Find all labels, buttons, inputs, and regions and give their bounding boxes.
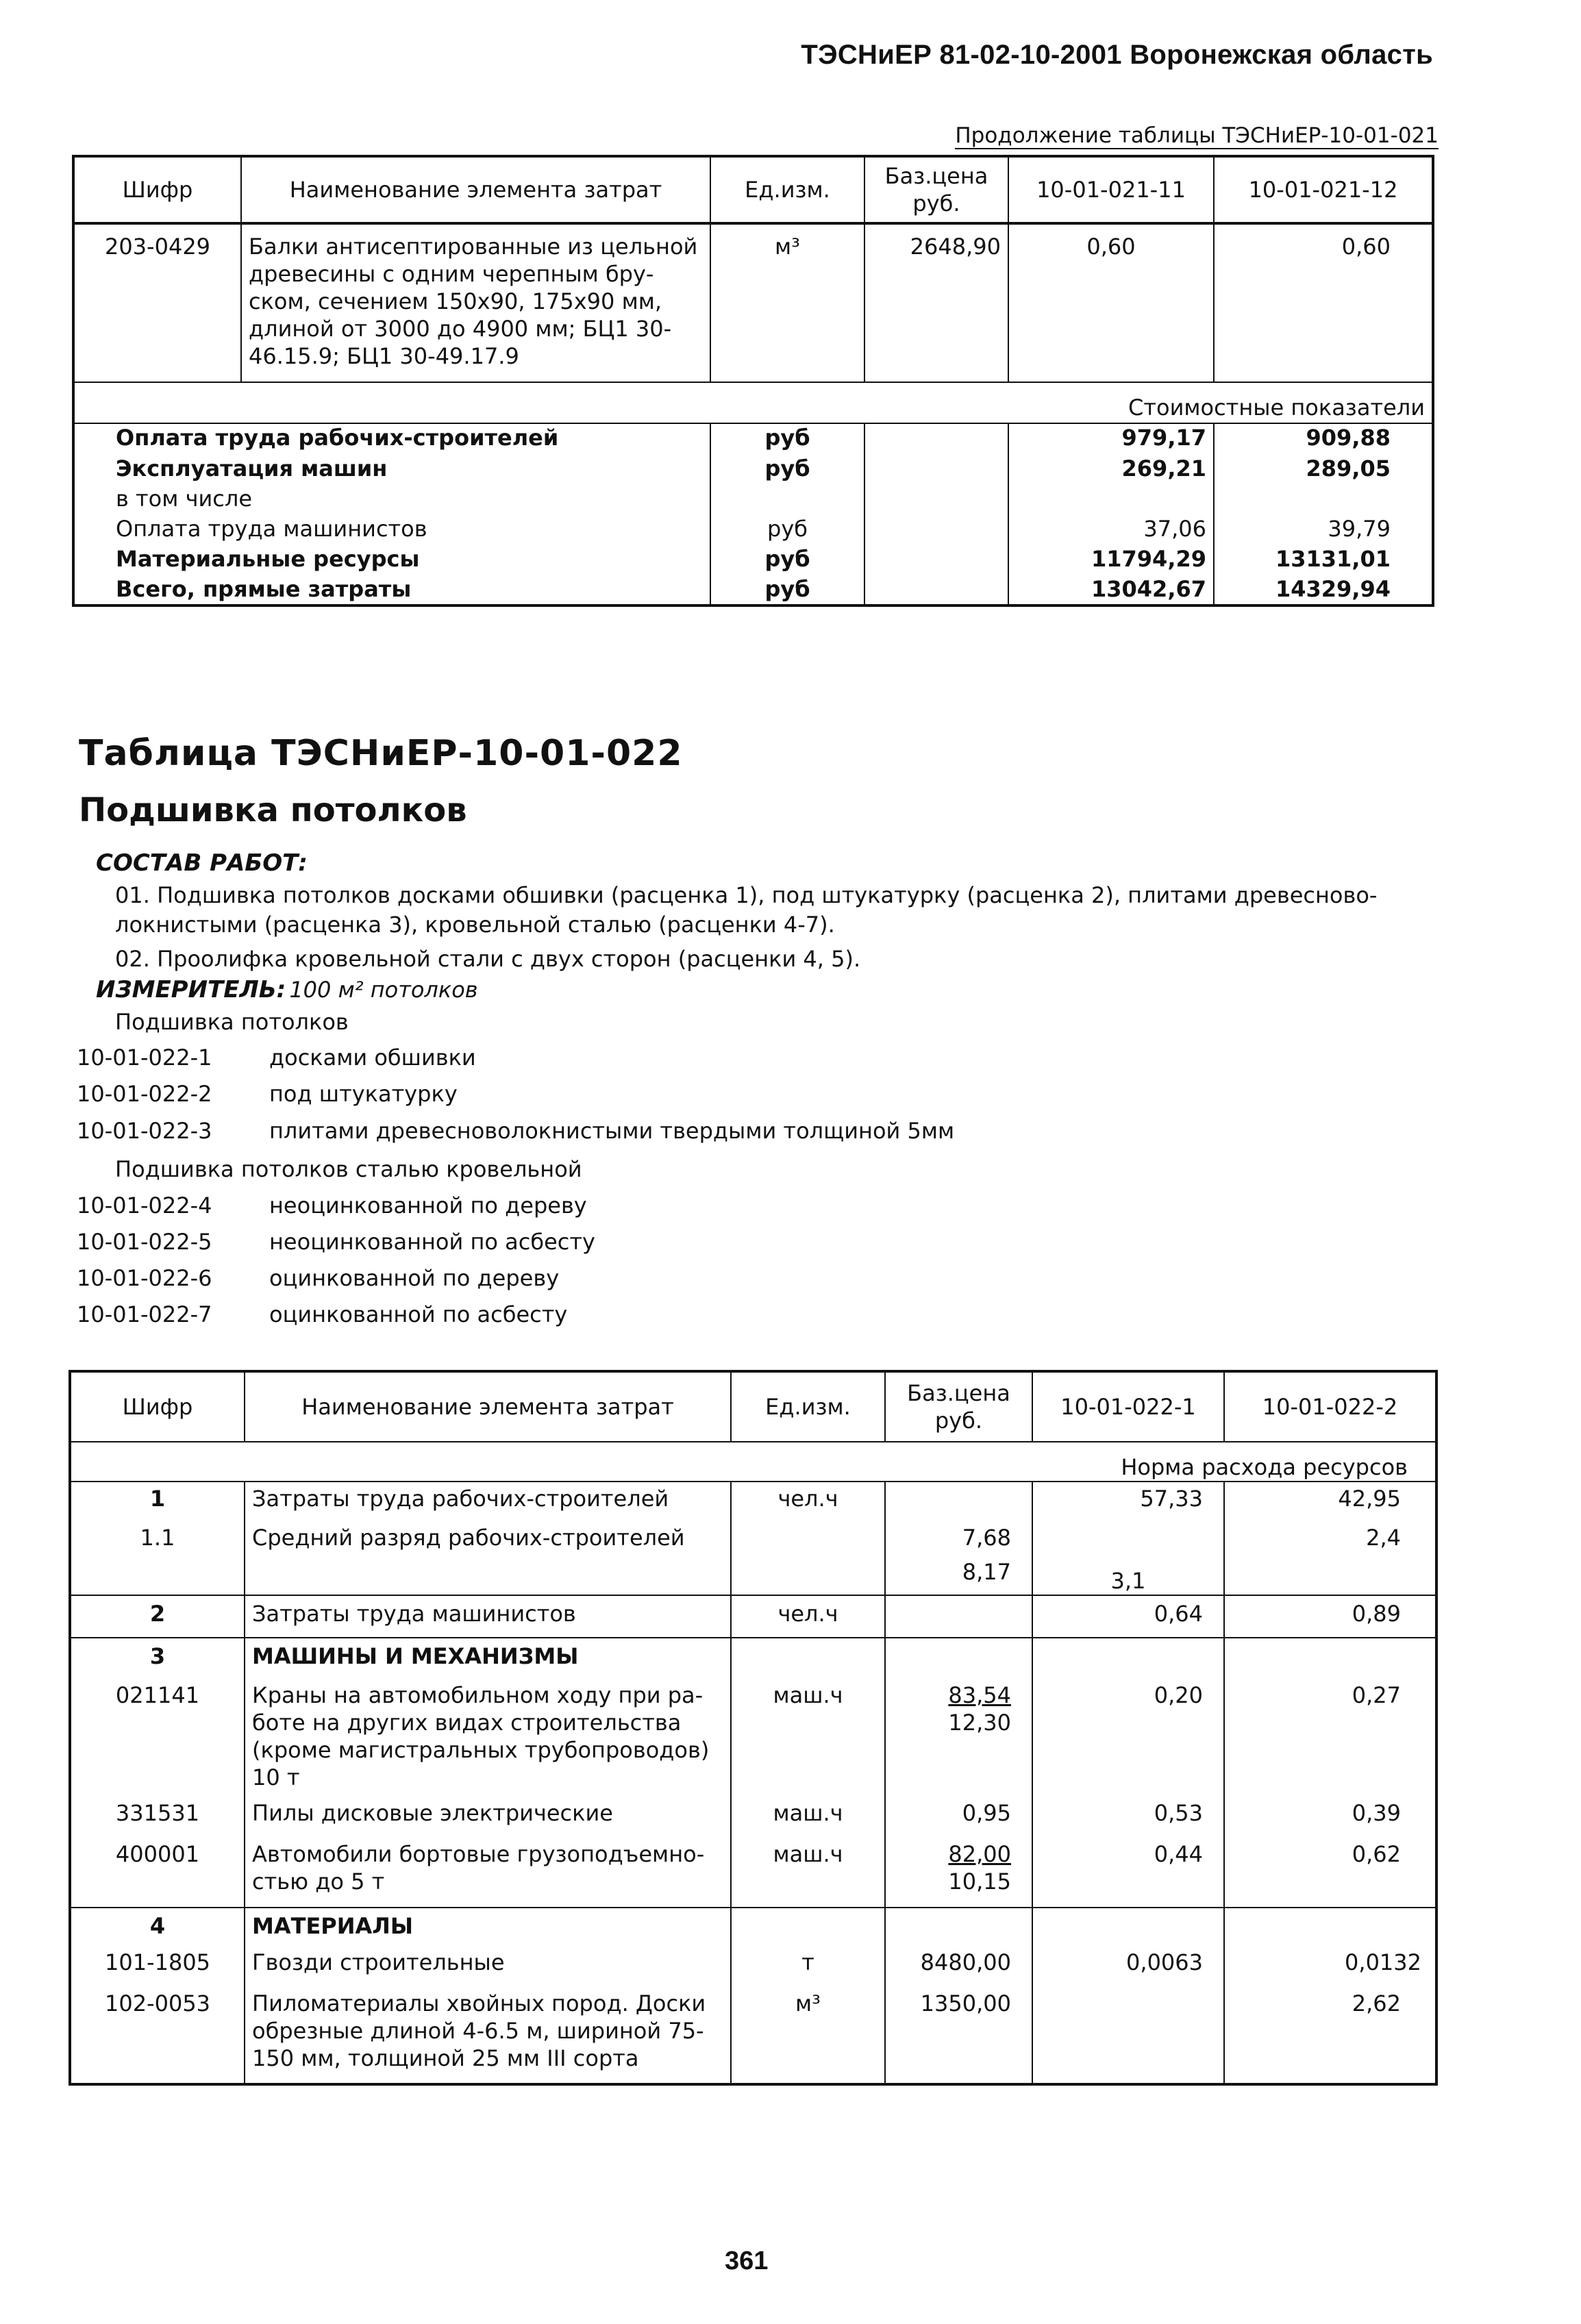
page-number: 361 bbox=[725, 2247, 769, 2275]
table-row bbox=[70, 1482, 1436, 1521]
col-header-name: Наименование элемента затрат bbox=[241, 156, 710, 223]
cell-price: 8480,00 bbox=[885, 1949, 1032, 1990]
col-header-name: Наименование элемента затрат bbox=[245, 1371, 731, 1442]
cell-unit: т bbox=[731, 1949, 885, 1990]
cell-code: 101-1805 bbox=[70, 1949, 245, 1990]
col-header-rate-2: 10-01-022-2 bbox=[1224, 1371, 1436, 1442]
cell-name: Краны на автомобильном ходу при ра-боте на других видах строительства (кроме магистральных трубопроводов) 10 т bbox=[245, 1679, 731, 1799]
cell-value-1: 0,64 bbox=[1032, 1595, 1224, 1638]
cell-price bbox=[885, 1638, 1032, 1679]
cell-value-2 bbox=[1224, 1638, 1436, 1679]
table-row bbox=[73, 485, 1433, 515]
cell-price bbox=[885, 1482, 1032, 1521]
cell-unit: маш.ч bbox=[731, 1799, 885, 1840]
col-header-code: Шифр bbox=[70, 1371, 245, 1442]
cell-value-2: 909,88 bbox=[1214, 423, 1433, 455]
table-row bbox=[73, 575, 1433, 605]
cell-value-2: 2,4 bbox=[1224, 1521, 1436, 1595]
cell-code: 4 bbox=[70, 1908, 245, 1949]
cell-value-1 bbox=[1032, 1638, 1224, 1679]
cell-unit: руб bbox=[710, 455, 864, 485]
cell-value-1: 0,60 bbox=[1008, 223, 1214, 382]
cell-name: Пиломатериалы хвойных пород. Доски обрезные длиной 4-6.5 м, шириной 75-150 мм, толщиной 25 мм III сорта bbox=[245, 1990, 731, 2084]
group-heading: Подшивка потолков bbox=[115, 1009, 349, 1035]
document-header: ТЭСНиЕР 81-02-10-2001 Воронежская область bbox=[801, 40, 1433, 70]
table-continuation-caption bbox=[955, 123, 1439, 148]
cell-code: 400001 bbox=[70, 1840, 245, 1908]
item-code: 10-01-022-6 bbox=[77, 1265, 212, 1291]
cell-value-2: 13131,01 bbox=[1214, 545, 1433, 575]
table-row bbox=[73, 423, 1433, 455]
cell-value-2: 42,95 bbox=[1224, 1482, 1436, 1521]
cell-unit: маш.ч bbox=[731, 1679, 885, 1799]
col-header-unit: Ед.изм. bbox=[710, 156, 864, 223]
cell-value-1: 37,06 bbox=[1008, 515, 1214, 545]
cell-code: 1.1 bbox=[70, 1521, 245, 1595]
col-header-rate-1: 10-01-022-1 bbox=[1032, 1371, 1224, 1442]
item-text: оцинкованной по дереву bbox=[269, 1265, 560, 1291]
cell-name: Всего, прямые затраты bbox=[73, 575, 710, 605]
cell-price bbox=[864, 455, 1008, 485]
item-code: 10-01-022-4 bbox=[77, 1192, 212, 1219]
cell-code: 331531 bbox=[70, 1799, 245, 1840]
cell-unit: м³ bbox=[731, 1990, 885, 2084]
section-row bbox=[73, 382, 1433, 423]
cell-code: 1 bbox=[70, 1482, 245, 1521]
cell-price bbox=[885, 1908, 1032, 1949]
item-code: 10-01-022-3 bbox=[77, 1118, 212, 1144]
section-label: Стоимостные показатели bbox=[73, 382, 1433, 423]
cell-unit: м³ bbox=[710, 223, 864, 382]
table-caption-text: Продолжение таблицы ТЭСНиЕР-10-01-021 bbox=[955, 123, 1439, 148]
cell-price bbox=[885, 1840, 1032, 1908]
item-code: 10-01-022-7 bbox=[77, 1301, 212, 1327]
works-line: 02. Проолифка кровельной стали с двух сторон (расценки 4, 5). bbox=[115, 946, 861, 972]
table-row bbox=[73, 455, 1433, 485]
price-line: 8,17 bbox=[962, 1559, 1011, 1585]
price-line: 12,30 bbox=[948, 1710, 1011, 1736]
cell-value-1: 11794,29 bbox=[1008, 545, 1214, 575]
cell-value-1: 0,20 bbox=[1032, 1679, 1224, 1799]
col-header-rate-1: 10-01-021-11 bbox=[1008, 156, 1214, 223]
table-row bbox=[70, 1638, 1436, 1679]
item-code: 10-01-022-5 bbox=[77, 1229, 212, 1255]
cell-value-2: 2,62 bbox=[1224, 1990, 1436, 2084]
price-line: 83,54 bbox=[948, 1682, 1011, 1708]
col-header-unit: Ед.изм. bbox=[731, 1371, 885, 1442]
col-header-rate-2: 10-01-021-12 bbox=[1214, 156, 1433, 223]
item-text: плитами древесноволокнистыми твердыми толщиной 5мм bbox=[269, 1118, 955, 1144]
cell-price bbox=[885, 1595, 1032, 1638]
cell-value-2: 0,62 bbox=[1224, 1840, 1436, 1908]
cell-value-2 bbox=[1214, 485, 1433, 515]
table-header-row bbox=[73, 156, 1433, 223]
cell-price bbox=[864, 545, 1008, 575]
cell-value-1: 3,1 bbox=[1032, 1521, 1224, 1595]
measure-value: 100 м² потолков bbox=[289, 977, 478, 1003]
cell-name: Эксплуатация машин bbox=[73, 455, 710, 485]
table-row bbox=[70, 1908, 1436, 1949]
cell-unit bbox=[731, 1521, 885, 1595]
cell-name: Гвозди строительные bbox=[245, 1949, 731, 1990]
cell-value-1: 0,44 bbox=[1032, 1840, 1224, 1908]
item-code: 10-01-022-2 bbox=[77, 1081, 212, 1107]
cell-name: Затраты труда машинистов bbox=[245, 1595, 731, 1638]
works-line: локнистыми (расценка 3), кровельной сталью (расценки 4-7). bbox=[115, 912, 835, 938]
cell-price bbox=[864, 485, 1008, 515]
table-row bbox=[70, 1949, 1436, 1990]
cell-value-1: 269,21 bbox=[1008, 455, 1214, 485]
cell-value-2: 0,27 bbox=[1224, 1679, 1436, 1799]
section-label: Норма расхода ресурсов bbox=[70, 1442, 1436, 1482]
table-row bbox=[73, 515, 1433, 545]
measure-label: ИЗМЕРИТЕЛЬ: bbox=[96, 976, 286, 1003]
cell-name: Оплата труда рабочих-строителей bbox=[73, 423, 710, 455]
cell-code: 2 bbox=[70, 1595, 245, 1638]
cell-value-2: 0,0132 bbox=[1224, 1949, 1436, 1990]
cell-value-1: 0,0063 bbox=[1032, 1949, 1224, 1990]
table-row bbox=[70, 1521, 1436, 1595]
cell-price: 0,95 bbox=[885, 1799, 1032, 1840]
cell-value-1: 0,53 bbox=[1032, 1799, 1224, 1840]
cell-price bbox=[885, 1521, 1032, 1595]
item-text: неоцинкованной по асбесту bbox=[269, 1229, 595, 1255]
item-text: неоцинкованной по дереву bbox=[269, 1192, 587, 1219]
table-header-row bbox=[70, 1371, 1436, 1442]
cell-price bbox=[864, 575, 1008, 605]
price-line: 10,15 bbox=[948, 1869, 1011, 1895]
measure-line bbox=[96, 976, 478, 1003]
col-header-price: Баз.цена руб. bbox=[864, 156, 1008, 223]
cell-name: МАШИНЫ И МЕХАНИЗМЫ bbox=[245, 1638, 731, 1679]
section-row bbox=[70, 1442, 1436, 1482]
cell-code: 102-0053 bbox=[70, 1990, 245, 2084]
cell-value-1 bbox=[1008, 485, 1214, 515]
works-label: СОСТАВ РАБОТ: bbox=[96, 849, 308, 877]
cell-value-1 bbox=[1032, 1908, 1224, 1949]
table-row bbox=[70, 1990, 1436, 2084]
table-row bbox=[73, 545, 1433, 575]
cell-name: Затраты труда рабочих-строителей bbox=[245, 1482, 731, 1521]
cell-name: в том числе bbox=[73, 485, 710, 515]
cell-price: 1350,00 bbox=[885, 1990, 1032, 2084]
cell-unit: руб bbox=[710, 515, 864, 545]
cell-price: 2648,90 bbox=[864, 223, 1008, 382]
cell-name: Материальные ресурсы bbox=[73, 545, 710, 575]
cell-unit: чел.ч bbox=[731, 1595, 885, 1638]
cell-value-1: 13042,67 bbox=[1008, 575, 1214, 605]
cell-value-2: 0,39 bbox=[1224, 1799, 1436, 1840]
item-text: под штукатурку bbox=[269, 1081, 458, 1107]
price-line: 82,00 bbox=[948, 1841, 1011, 1867]
table-row bbox=[73, 223, 1433, 382]
cell-code: 203-0429 bbox=[73, 223, 241, 382]
cell-value-1 bbox=[1032, 1990, 1224, 2084]
table-row bbox=[70, 1840, 1436, 1908]
table-10-01-021-continuation bbox=[72, 155, 1434, 607]
cell-price bbox=[864, 423, 1008, 455]
cell-name: Оплата труда машинистов bbox=[73, 515, 710, 545]
cell-unit: маш.ч bbox=[731, 1840, 885, 1908]
cell-value-2: 0,60 bbox=[1214, 223, 1433, 382]
col-header-code: Шифр bbox=[73, 156, 241, 223]
cell-price bbox=[885, 1679, 1032, 1799]
cell-value-2: 0,89 bbox=[1224, 1595, 1436, 1638]
cell-code: 021141 bbox=[70, 1679, 245, 1799]
cell-unit: руб bbox=[710, 545, 864, 575]
cell-unit: руб bbox=[710, 575, 864, 605]
cell-unit: чел.ч bbox=[731, 1482, 885, 1521]
item-text: оцинкованной по асбесту bbox=[269, 1301, 568, 1327]
cell-value-2: 289,05 bbox=[1214, 455, 1433, 485]
cell-value-2: 39,79 bbox=[1214, 515, 1433, 545]
section-title: Таблица ТЭСНиЕР-10-01-022 bbox=[79, 733, 683, 774]
cell-unit: руб bbox=[710, 423, 864, 455]
cell-code: 3 bbox=[70, 1638, 245, 1679]
cell-name: Пилы дисковые электрические bbox=[245, 1799, 731, 1840]
cell-price bbox=[864, 515, 1008, 545]
price-line: 7,68 bbox=[962, 1525, 1011, 1551]
works-line: 01. Подшивка потолков досками обшивки (расценка 1), под штукатурку (расценка 2), плитами древесново- bbox=[115, 882, 1378, 908]
table-row bbox=[70, 1679, 1436, 1799]
table-row bbox=[70, 1799, 1436, 1840]
cell-unit bbox=[731, 1638, 885, 1679]
cell-name: МАТЕРИАЛЫ bbox=[245, 1908, 731, 1949]
cell-name: Средний разряд рабочих-строителей bbox=[245, 1521, 731, 1595]
section-subtitle: Подшивка потолков bbox=[79, 791, 467, 829]
table-row bbox=[70, 1595, 1436, 1638]
item-code: 10-01-022-1 bbox=[77, 1045, 212, 1071]
cell-unit bbox=[710, 485, 864, 515]
table-10-01-022 bbox=[69, 1370, 1438, 2086]
cell-value-1: 979,17 bbox=[1008, 423, 1214, 455]
item-text: досками обшивки bbox=[269, 1045, 476, 1071]
col-header-price: Баз.цена руб. bbox=[885, 1371, 1032, 1442]
cell-value-2: 14329,94 bbox=[1214, 575, 1433, 605]
cell-name: Балки антисептированные из цельной древесины с одним черепным бру-ском, сечением 150х90, 175х90 мм, длиной от 3000 до 4900 мм; БЦ1 30-46.15.9; БЦ1 30-49.17.9 bbox=[241, 223, 710, 382]
cell-name: Автомобили бортовые грузоподъемно-стью до 5 т bbox=[245, 1840, 731, 1908]
cell-unit bbox=[731, 1908, 885, 1949]
cell-value-2 bbox=[1224, 1908, 1436, 1949]
group-heading: Подшивка потолков сталью кровельной bbox=[115, 1156, 582, 1182]
cell-value-1: 57,33 bbox=[1032, 1482, 1224, 1521]
